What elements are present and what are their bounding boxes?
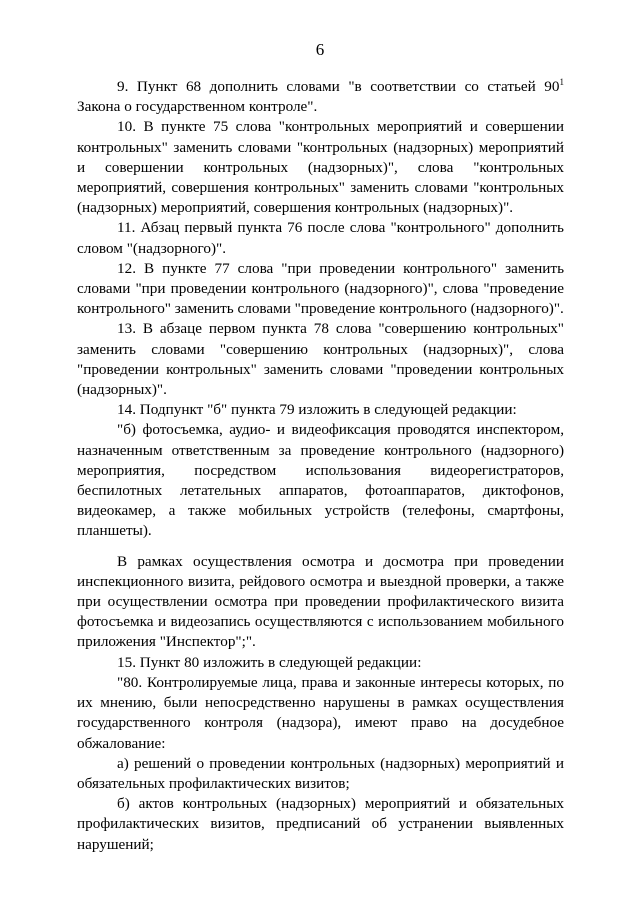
paragraph-gap <box>77 542 564 552</box>
document-body <box>77 77 564 855</box>
paragraph-subitem-b-acts: б) актов контрольных (надзорных) мероприятий и обязательных профилактических визитов, предписаний об устранении выявленных нарушений; <box>77 795 564 853</box>
paragraph-item-11: 11. Абзац первый пункта 76 после слова "контрольного" дополнить словом "(надзорного)". <box>77 219 564 257</box>
footnote-superscript: 1 <box>559 76 564 87</box>
page-number: 6 <box>315 40 325 59</box>
paragraph-inspection-text: В рамках осуществления осмотра и досмотра при проведении инспекционного визита, рейдового осмотра и выездной проверки, а также при осуществлении осмотра при проведении профилактического визита фотосъемка и видеозапись осуществляются с использованием мобильного приложения "Инспектор";". <box>77 552 564 651</box>
paragraph-item-12: 12. В пункте 77 слова "при проведении контрольного" заменить словами "при проведении контрольного (надзорного)", слова "проведение контрольного" заменить словами "проведение контрольного (надзорного)". <box>77 259 564 318</box>
paragraph-subitem-b: "б) фотосъемка, аудио- и видеофиксация проводятся инспектором, назначенным ответственным за проведение контрольного (надзорного) мероприятия, посредством использования видеорегистраторов, беспилотных летательных аппаратов, фотоаппаратов, диктофонов, видеокамер, а также мобильных устройств (телефоны, смартфоны, планшеты). <box>77 421 564 540</box>
paragraph-item-80: "80. Контролируемые лица, права и законные интересы которых, по их мнению, были непосредственно нарушены в рамках осуществления государственного контроля (надзора), имеют право на досудебное обжалование: <box>77 673 564 752</box>
paragraph-item-15: 15. Пункт 80 изложить в следующей редакции: <box>117 653 422 671</box>
paragraph-item-9-text-end: Закона о государственном контроле". <box>77 98 318 116</box>
paragraph-item-10: 10. В пункте 75 слова "контрольных мероприятий и совершении контрольных" заменить словами "контрольных (надзорных) мероприятий и совершении контрольных (надзорных)", слова "контрольных мероприятий, совершения контрольных" заменить словами "контрольных (надзорных) мероприятий, совершения контрольных (надзорных)". <box>77 118 564 217</box>
paragraph-item-14: 14. Подпункт "б" пункта 79 изложить в следующей редакции: <box>117 401 517 419</box>
paragraph-item-13: 13. В абзаце первом пункта 78 слова "совершению контрольных" заменить словами "совершению контрольных (надзорных)", слова "проведении контрольных" заменить словами "проведении контрольных (надзорных)". <box>77 320 564 399</box>
paragraph-subitem-a: а) решений о проведении контрольных (надзорных) мероприятий и обязательных профилактических визитов; <box>77 754 564 792</box>
paragraph-item-9-text: 9. Пункт 68 дополнить словами "в соответствии со статьей 90 <box>117 78 560 95</box>
paragraph-item-9 <box>77 77 564 117</box>
